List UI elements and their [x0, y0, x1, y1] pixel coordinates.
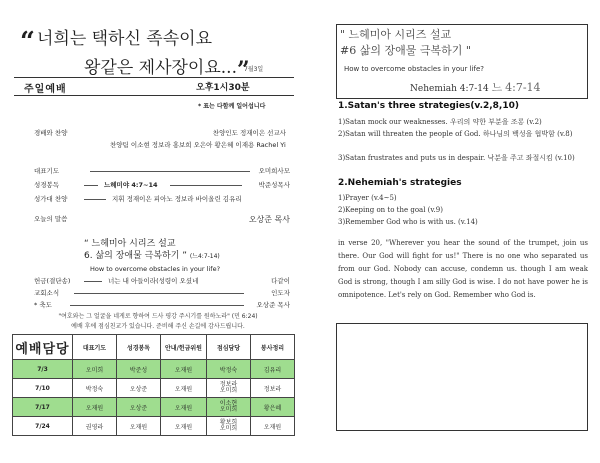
sermon-open-quote: “ [84, 239, 89, 249]
order-label-sermon: 오늘의 말씀 [34, 215, 68, 223]
duty-cell: 오재원 [161, 379, 207, 398]
sermon-box-ref-en: Nehemiah 4:7-14 [410, 84, 489, 94]
order-middle-offering: 너는 내 아들이라(성령이 오셨네 [108, 277, 199, 285]
order-middle-team: 찬양팀 이소현 정보라 홍보희 오은아 황은혜 이재용 Rachel Yi [110, 141, 286, 149]
duty-cell: 오재원 [161, 398, 207, 417]
duty-date: 7/3 [13, 360, 73, 379]
duty-cell: 권영라 [73, 417, 117, 436]
sermon-box-ref-conj: 느 [491, 81, 503, 94]
sermon-title-text-1: 느헤미아 시리즈 설교 [91, 239, 176, 249]
section1-item: 3)Satan frustrates and puts us in despair. 낙분을 주고 좌절시킴 (v.10) [338, 154, 575, 162]
sermon-box-ref [410, 79, 541, 95]
duty-cell: 황은혜 [251, 398, 295, 417]
order-right-benediction: 오상준 목사 [256, 301, 290, 309]
sermon-close-quote: ” [182, 251, 187, 261]
duty-row [13, 398, 295, 417]
duty-cell: 오재원 [161, 360, 207, 379]
order-right-reading: 박준성목사 [258, 181, 290, 189]
duty-cell: 정보라 오미희 [207, 379, 251, 398]
order-middle-reading: 느헤미야 4:7~14 [104, 181, 158, 189]
order-label-prayer: 대표기도 [34, 167, 60, 175]
duty-cell: 오재원 [73, 398, 117, 417]
sermon-english: How to overcome obstacles in your life? [90, 265, 221, 273]
duty-header: 봉사정리 [251, 335, 295, 360]
verse-note: "여호와는 그 얼굴을 네게로 향하여 드사 평강 주시기를 원하노라" (민 6:24) [58, 313, 258, 320]
order-right-offering: 다같이 [271, 277, 290, 285]
duty-row [13, 360, 295, 379]
duty-title: 예배담당 [13, 335, 73, 360]
close-quote: ” [237, 57, 250, 83]
sermon-ref: (느4:7-14) [189, 253, 220, 260]
headline-date: 7월3일 [244, 66, 264, 73]
section2-item: 2)Keeping on to the goal (v.9) [338, 206, 443, 214]
duty-row [13, 379, 295, 398]
notes-box [336, 323, 588, 431]
duty-header: 대표기도 [73, 335, 117, 360]
headline-text-1: 너희는 택하신 족속이요 [36, 29, 212, 49]
sermon-box-ref-kr: 4:7-14 [505, 81, 541, 94]
order-label-benediction: * 축도 [34, 301, 52, 309]
duty-cell: 정보라 [251, 379, 295, 398]
sermon-title-text-2: 6. 삶의 장애물 극복하기 [84, 251, 180, 261]
order-label-choir: 성가대 찬양 [34, 195, 68, 203]
section2-item: 3)Remember God who is with us. (v.14) [338, 218, 478, 226]
section2-heading: 2.Nehemiah's strategies [338, 178, 462, 188]
sermon-title-2 [84, 248, 220, 261]
order-right-prayer: 오미희사모 [258, 167, 290, 175]
duty-table [12, 334, 295, 436]
duty-cell: 오재원 [161, 417, 207, 436]
duty-header-row [13, 335, 295, 360]
duty-header: 성경봉독 [117, 335, 161, 360]
duty-cell: 김유리 [251, 360, 295, 379]
duty-cell: 박정숙 [207, 360, 251, 379]
section2-item: 1)Prayer (v.4~5) [338, 194, 397, 202]
service-time: 오후1시30분 [196, 83, 250, 93]
duty-header: 점심담당 [207, 335, 251, 360]
order-label-offering: 헌금(결단송) [34, 277, 71, 285]
duty-cell: 이소현 오미희 [207, 398, 251, 417]
duty-cell: 박정숙 [73, 379, 117, 398]
section1-heading: 1.Satan's three strategies(v.2,8,10) [338, 101, 519, 111]
order-middle-choir: 지휘 정재이은 피아노 정보라 바이올린 김유리 [112, 195, 242, 203]
duty-date: 7/10 [13, 379, 73, 398]
duty-cell: 오재원 [117, 417, 161, 436]
duty-cell: 오미희 [73, 360, 117, 379]
duty-cell: 박준성 [117, 360, 161, 379]
order-right-news: 인도자 [271, 289, 290, 297]
duty-cell: 황보희 오미희 [207, 417, 251, 436]
order-line [84, 281, 102, 282]
section1-item: 2)Satan will threaten the people of God. 하나님의 백성을 협박함 (v.8) [338, 130, 573, 138]
order-label-reading: 성경봉독 [34, 181, 60, 189]
section1-item: 1)Satan mock our weaknesses. 우리의 약한 부분을 조롱 (v.2) [338, 118, 542, 126]
order-right-praise: 찬양인도 정재이은 선교사 [212, 129, 286, 137]
closing-paragraph: in verse 20, "Wherever you hear the sound of the trumpet, join us there. Our God will fight for us!" There is no one who separated us from our God. Nobody can accuse, condemn us. though I am weak God is strong, though I am silly God is wise. I do not have power he is omnipotence. Let's rely on God. Remember who God is. [338, 239, 588, 299]
order-right-sermon: 오상준 목사 [248, 215, 290, 224]
sermon-box-line2: #6 삶의 장애물 극복하기 " [340, 44, 471, 57]
welcome-note: 예배 후에 점심친교가 있습니다. 준비해 주신 손길에 감사드립니다. [71, 323, 245, 330]
service-title: 주일예배 [24, 84, 67, 95]
stand-note: * 표는 다함께 일어섭니다 [198, 103, 266, 110]
headline-text-2: 왕같은 제사장이요... [84, 58, 237, 78]
duty-row [13, 417, 295, 436]
order-label-praise: 경배와 찬양 [34, 129, 68, 137]
duty-date: 7/24 [13, 417, 73, 436]
open-quote: “ [20, 27, 35, 57]
order-label-news: 교회소식 [34, 289, 60, 297]
duty-date: 7/17 [13, 398, 73, 417]
order-line [84, 199, 106, 200]
duty-cell: 오상준 [117, 398, 161, 417]
duty-cell: 오재원 [251, 417, 295, 436]
duty-cell: 오상준 [117, 379, 161, 398]
sermon-box-english: How to overcome obstacles in your life? [344, 65, 485, 73]
headline-line1 [20, 27, 212, 57]
order-line [84, 185, 98, 186]
sermon-box-line1: " 느헤미아 시리즈 설교 [340, 28, 452, 41]
duty-header: 안내/헌금위원 [161, 335, 207, 360]
